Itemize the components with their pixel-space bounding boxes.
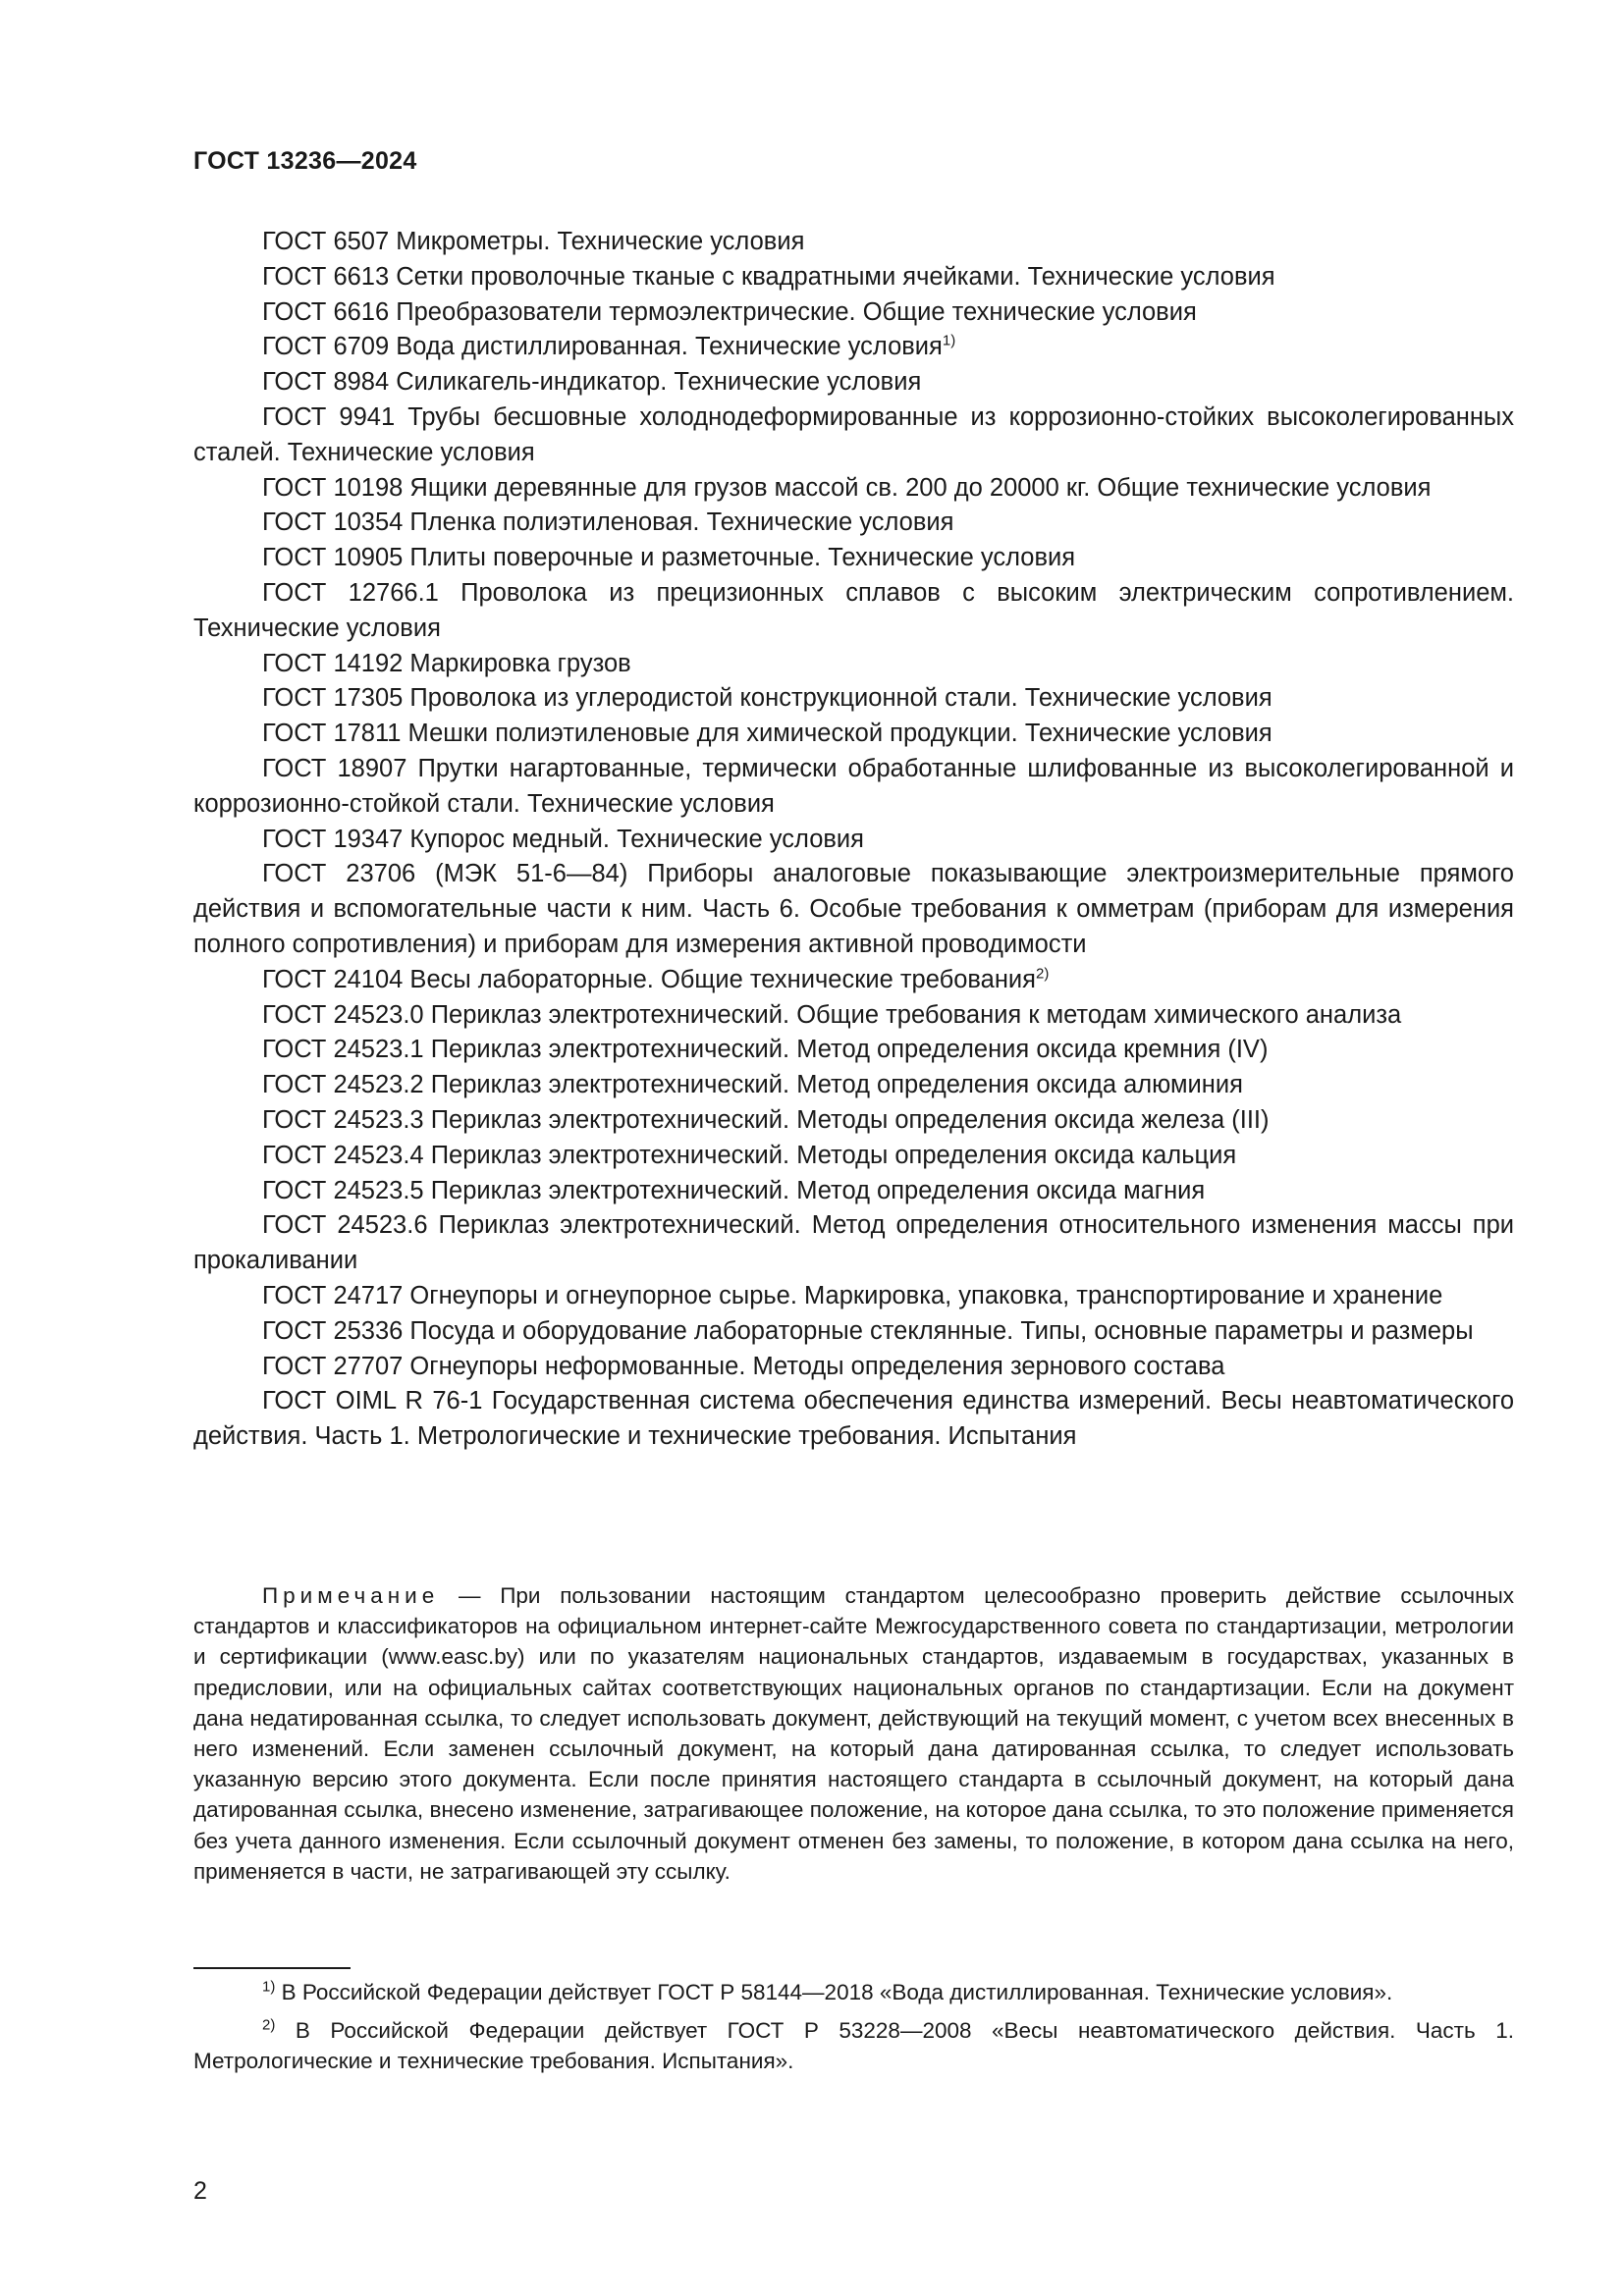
footnote-marker: 1): [942, 332, 956, 349]
reference-item: ГОСТ 6709 Вода дистиллированная. Технические условия$^{1)}$: [262, 332, 956, 361]
note-paragraph: [193, 1580, 1514, 1887]
reference-item: ГОСТ 24523.6 Периклаз электротехнический. Метод определения относительного изменения массы при прокаливании: [193, 1211, 1514, 1275]
reference-item: ГОСТ 24523.2 Периклаз электротехнический. Метод определения оксида алюминия: [262, 1071, 1243, 1099]
reference-item: ГОСТ 17811 Мешки полиэтиленовые для химической продукции. Технические условия: [262, 720, 1272, 748]
reference-item: ГОСТ 18907 Прутки нагартованные, термически обработанные шлифованные из высоколегированной и коррозионно-стойкой стали. Технические условия: [193, 754, 1514, 818]
note-text: — При пользовании настоящим стандартом целесообразно проверить действие ссылочных стандартов и классификаторов на официальном интернет-сайте Межгосударственного совета по стандартизации, метрологии и сертификации (www.easc.by) или по указателям национальных стандартов, издаваемым в государствах, указанных в предисловии, или на официальных сайтах соответствующих национальных органов по стандартизации. Если на документ дана недатированная ссылка, то следует использовать документ, действующий на текущий момент, с учетом всех внесенных в него изменений. Если заменен ссылочный документ, на который дана датированная ссылка, то следует использовать указанную версию этого документа. Если после принятия настоящего стандарта в ссылочный документ, на который дана датированная ссылка, внесено изменение, затрагивающее положение, на которое дана ссылка, то это положение применяется без учета данного изменения. Если ссылочный документ отменен без замены, то положение, в котором дана ссылка на него, применяется в части, не затрагивающей эту ссылку.: [193, 1583, 1514, 1884]
normative-references-list: [193, 225, 1514, 1455]
reference-item: ГОСТ 23706 (МЭК 51-6—84) Приборы аналоговые показывающие электроизмерительные прямого действия и вспомогательные части к ним. Часть 6. Особые требования к омметрам (приборам для измерения полного сопротивления) и приборам для измерения активной проводимости: [193, 860, 1514, 958]
reference-item: ГОСТ 24523.0 Периклаз электротехнический. Общие требования к методам химического анализа: [262, 1000, 1402, 1029]
reference-item: ГОСТ 14192 Маркировка грузов: [262, 649, 631, 677]
reference-item: ГОСТ 19347 Купорос медный. Технические условия: [262, 825, 864, 853]
reference-item: ГОСТ 10354 Пленка полиэтиленовая. Технические условия: [262, 508, 954, 537]
page-number: 2: [193, 2177, 207, 2205]
reference-item: ГОСТ 10198 Ящики деревянные для грузов массой св. 200 до 20000 кг. Общие технические условия: [262, 473, 1432, 502]
footnote-marker: 2): [1036, 965, 1050, 983]
note-label: Примечание: [262, 1583, 440, 1608]
reference-item: ГОСТ 6616 Преобразователи термоэлектрические. Общие технические условия: [262, 297, 1197, 326]
footnotes: [193, 1977, 1514, 2084]
reference-item: ГОСТ 24104 Весы лабораторные. Общие технические требования$^{2)}$: [262, 965, 1050, 993]
reference-item: ГОСТ 24523.1 Периклаз электротехнический. Метод определения оксида кремния (IV): [262, 1036, 1269, 1064]
footnote-item: $^{2)}$ В Российской Федерации действует ГОСТ Р 53228—2008 «Весы неавтоматического действия. Часть 1. Метрологические и технические требования. Испытания».: [193, 2016, 1514, 2073]
document-header: ГОСТ 13236—2024: [193, 147, 417, 175]
reference-item: ГОСТ 8984 Силикагель-индикатор. Технические условия: [262, 368, 922, 397]
reference-item: ГОСТ 9941 Трубы бесшовные холоднодеформированные из коррозионно-стойких высоколегированных сталей. Технические условия: [193, 402, 1514, 466]
reference-item: ГОСТ 12766.1 Проволока из прецизионных сплавов с высоким электрическим сопротивлением. Технические условия: [193, 578, 1514, 642]
reference-item: ГОСТ 24523.3 Периклаз электротехнический. Методы определения оксида железа (III): [262, 1105, 1270, 1134]
reference-item: ГОСТ 6613 Сетки проволочные тканые с квадратными ячейками. Технические условия: [262, 262, 1275, 291]
reference-item: ГОСТ 24717 Огнеупоры и огнеупорное сырье. Маркировка, упаковка, транспортирование и хранение: [262, 1281, 1443, 1309]
footnote-marker: 1): [262, 1978, 276, 1996]
reference-item: ГОСТ 6507 Микрометры. Технические условия: [262, 228, 805, 255]
reference-item: ГОСТ 10905 Плиты поверочные и разметочные. Технические условия: [262, 544, 1076, 572]
reference-item: ГОСТ 27707 Огнеупоры неформованные. Методы определения зернового состава: [262, 1352, 1225, 1380]
reference-item: ГОСТ 24523.5 Периклаз электротехнический. Метод определения оксида магния: [262, 1176, 1206, 1204]
reference-item: ГОСТ 25336 Посуда и оборудование лабораторные стеклянные. Типы, основные параметры и размеры: [262, 1316, 1474, 1345]
reference-item: ГОСТ OIML R 76-1 Государственная система обеспечения единства измерений. Весы неавтоматического действия. Часть 1. Метрологические и технические требования. Испытания: [193, 1387, 1514, 1451]
reference-item: ГОСТ 24523.4 Периклаз электротехнический. Методы определения оксида кальция: [262, 1141, 1237, 1169]
footnote-item: $^{1)}$ В Российской Федерации действует ГОСТ Р 58144—2018 «Вода дистиллированная. Технические условия».: [262, 1978, 1393, 2004]
reference-item: ГОСТ 17305 Проволока из углеродистой конструкционной стали. Технические условия: [262, 684, 1272, 713]
footnote-divider: [193, 1967, 351, 1969]
footnote-marker: 2): [262, 2016, 276, 2034]
